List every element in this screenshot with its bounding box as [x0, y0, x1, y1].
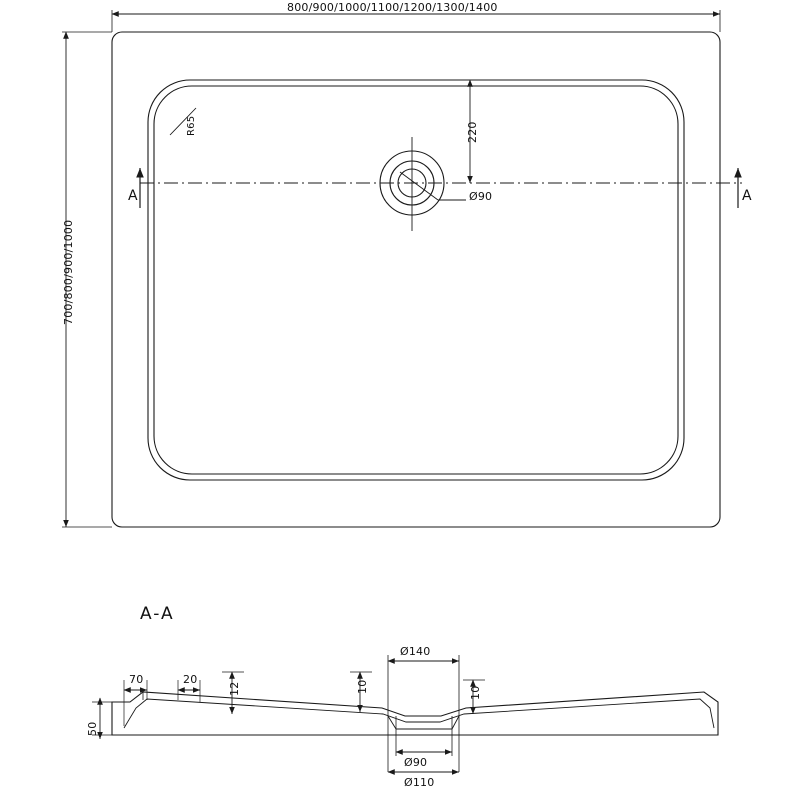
tray-basin-outline [148, 80, 684, 480]
drain-diameter-label: Ø90 [469, 190, 493, 203]
flange-diameter-label: Ø140 [400, 645, 431, 658]
section-arrow-right-label: A [742, 188, 752, 204]
section-title: A-A [140, 604, 175, 624]
drain-offset-label: 220 [466, 121, 479, 143]
edge-width-dimension [124, 680, 147, 726]
drain-depth-right-label: 10 [469, 685, 482, 700]
section-profile [112, 692, 718, 735]
tray-height-label: 50 [86, 721, 99, 736]
left-dimension-label: 700/800/900/1000 [62, 219, 75, 325]
corner-radius-label: R65 [186, 115, 197, 136]
slope-depth-label: 12 [228, 681, 241, 696]
section-arrow-left-label: A [128, 188, 138, 204]
inner-offset-label: 20 [183, 673, 198, 686]
seat-diameter-label: Ø110 [404, 776, 435, 789]
outlet-diameter-label: Ø90 [404, 756, 428, 769]
top-dimension-label: 800/900/1000/1100/1200/1300/1400 [287, 1, 498, 14]
drain-depth-left-label: 10 [356, 679, 369, 694]
edge-width-label: 70 [129, 673, 144, 686]
tray-outline [112, 32, 720, 527]
